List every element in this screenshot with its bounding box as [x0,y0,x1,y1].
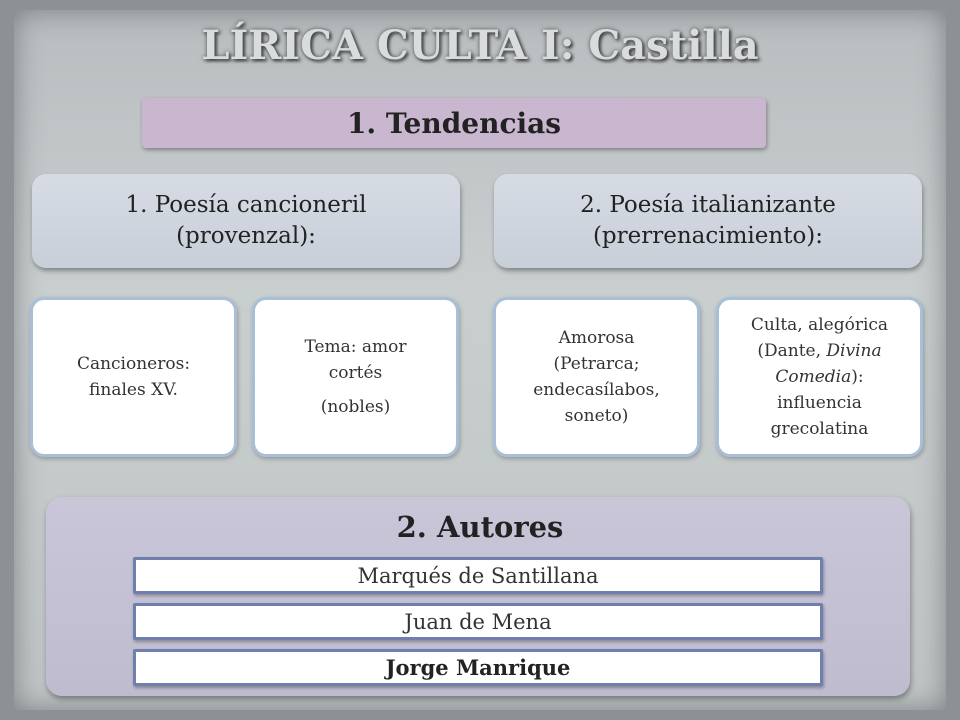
card-culta [716,297,923,457]
card-amorosa [493,297,700,457]
category-cancioneril-label: 1. Poesía cancioneril (provenzal): [125,192,367,249]
card-tema-amor-note: (nobles) [320,397,391,417]
category-italianizante-label: 2. Poesía italianizante (prerrenacimiento): [580,192,836,249]
slide-title: LÍRICA CULTA I: Castilla [201,22,759,69]
author-santillana: Marqués de Santillana [133,557,823,594]
category-italianizante [494,174,922,268]
tendencias-header: 1. Tendencias [142,98,766,148]
author-mena: Juan de Mena [133,603,823,640]
card-tema-amor-text: Tema: amor cortés [304,337,407,383]
card-amorosa-text: Amorosa (Petrarca; endecasílabos, soneto) [533,328,660,426]
autores-header: 2. Autores [396,510,564,544]
category-cancioneril [32,174,460,268]
card-cancioneros-text: Cancioneros: finales XV. [76,354,191,400]
card-culta-text: Culta, alegórica (Dante, Divina Comedia): influencia grecolatina [750,315,889,439]
card-cancioneros [30,297,237,457]
card-tema-amor [252,297,459,457]
author-manrique: Jorge Manrique [133,649,823,686]
